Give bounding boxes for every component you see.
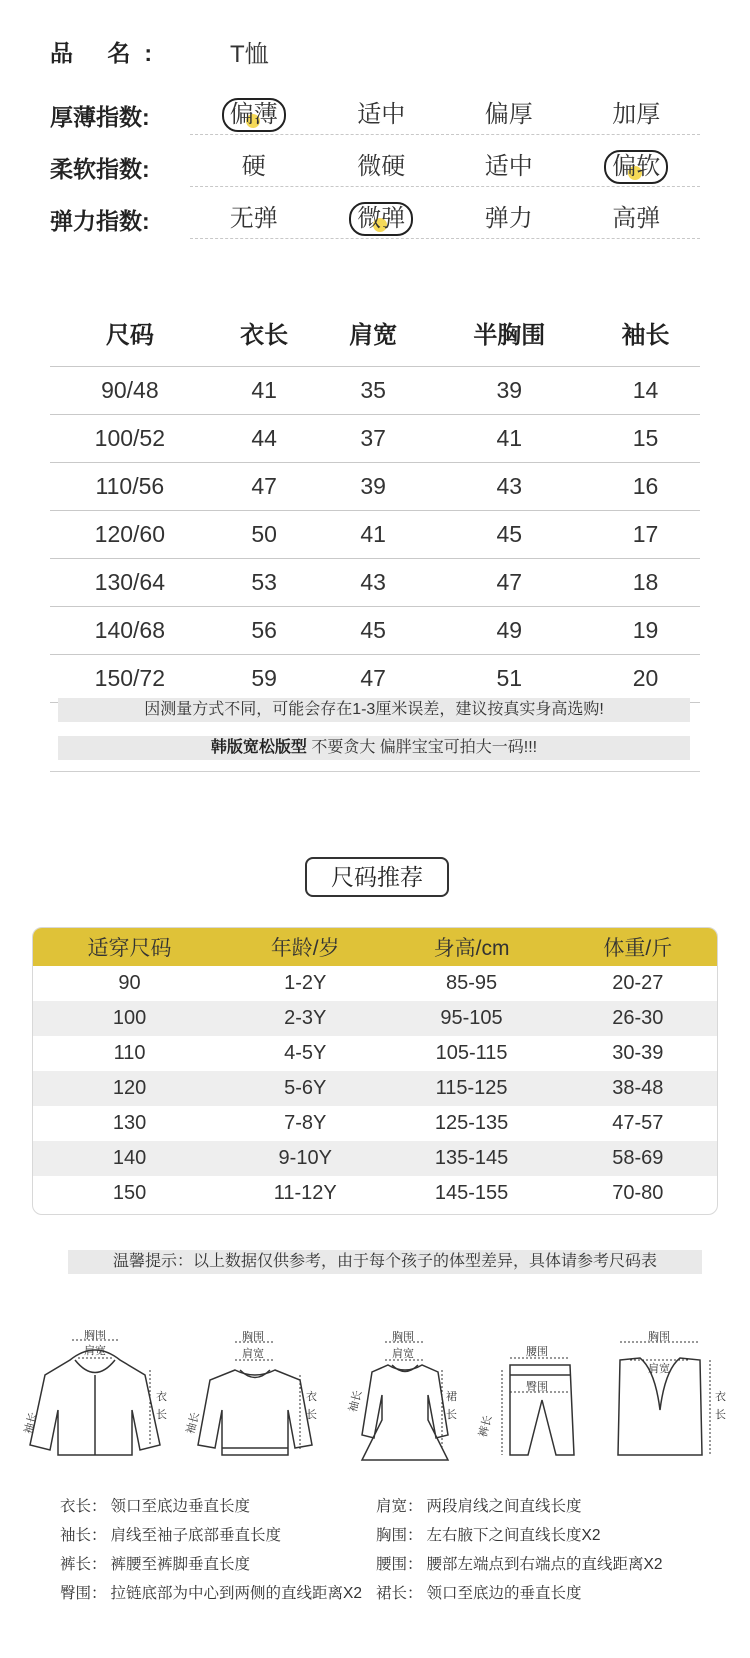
size-cell: 43 (319, 558, 428, 606)
index-option-selected (573, 147, 701, 186)
size-header-cell: 衣长 (210, 300, 319, 366)
hoodie-diagram (20, 1330, 170, 1485)
size-cell: 19 (591, 606, 700, 654)
vest-diagram (590, 1330, 730, 1485)
table-row (50, 654, 700, 702)
size-cell: 150/72 (50, 654, 210, 702)
recommend-cell: 130 (112, 1112, 147, 1134)
recommend-cell: 5-6Y (226, 1071, 384, 1106)
size-cell: 130/64 (50, 558, 210, 606)
selected-marker (604, 150, 668, 184)
size-header-cell: 尺码 (50, 300, 210, 366)
size-header-cell: 袖长 (591, 300, 700, 366)
sweatshirt-chest-text: 胸围 (242, 1330, 264, 1343)
hoodie-shoulder-text: 肩宽 (84, 1344, 106, 1357)
definition-text: 领口至底边垂直长度 (110, 1498, 251, 1515)
fit-note-bold: 韩版宽松版型 (210, 739, 307, 756)
definition-text: 领口至底边的垂直长度 (426, 1585, 582, 1602)
definition-item (376, 1494, 582, 1516)
dress-diagram (330, 1330, 480, 1485)
product-name-value: T恤 (230, 41, 269, 68)
recommend-cell: 20-27 (612, 972, 664, 994)
size-cell: 16 (591, 462, 700, 510)
size-table (50, 300, 700, 703)
definition-term: 袖长： (60, 1527, 107, 1544)
index-label: 柔软指数: (50, 155, 150, 182)
size-cell: 47 (319, 654, 428, 702)
dress-chest-text: 胸围 (392, 1330, 414, 1343)
definition-item (376, 1523, 600, 1545)
size-cell: 44 (210, 414, 319, 462)
table-row (33, 1001, 717, 1036)
size-cell: 90/48 (50, 366, 210, 414)
size-cell: 18 (591, 558, 700, 606)
table-row (33, 1141, 717, 1176)
fit-note (58, 736, 690, 760)
size-header-cell: 半胸围 (428, 300, 591, 366)
pants-diagram (470, 1330, 610, 1485)
size-cell: 15 (591, 414, 700, 462)
size-cell: 51 (428, 654, 591, 702)
index-options (190, 147, 700, 187)
size-cell: 37 (319, 414, 428, 462)
index-option: 偏厚 (484, 101, 533, 128)
definition-term: 臀围： (60, 1585, 107, 1602)
recommend-cell: 140 (33, 1141, 226, 1176)
size-cell: 20 (591, 654, 700, 702)
pants-waist-text: 腰围 (526, 1345, 548, 1358)
definition-item (60, 1552, 250, 1574)
size-cell: 39 (428, 366, 591, 414)
recommend-table (33, 928, 717, 1211)
sweatshirt-sleeve-text: 袖长 (183, 1410, 203, 1436)
index-row (50, 199, 700, 239)
index-option: 硬 (241, 153, 266, 180)
table-row (50, 606, 700, 654)
recommend-header-cell: 身高/cm (384, 928, 558, 966)
size-header-cell: 肩宽 (319, 300, 428, 366)
table-row (33, 1106, 717, 1141)
table-row (50, 414, 700, 462)
table-row (50, 462, 700, 510)
definition-text: 左右腋下之间直线长度X2 (426, 1527, 601, 1544)
tip-note: 温馨提示：以上数据仅供参考，由于每个孩子的体型差异，具体请参考尺码表 (68, 1250, 702, 1274)
fit-note-text: 不要贪大 偏胖宝宝可拍大一码!!! (306, 739, 538, 756)
size-cell: 35 (319, 366, 428, 414)
size-cell: 59 (210, 654, 319, 702)
recommend-cell: 9-10Y (226, 1141, 384, 1176)
size-cell: 100/52 (50, 414, 210, 462)
definition-item (60, 1523, 281, 1545)
recommend-header-cell: 年龄/岁 (226, 928, 384, 966)
recommend-cell: 2-3Y (226, 1001, 384, 1036)
definition-text: 两段肩线之间直线长度 (426, 1498, 582, 1515)
hoodie-chest-text: 胸围 (84, 1330, 106, 1341)
table-row (33, 1176, 717, 1211)
index-option: 弹力 (484, 205, 533, 232)
definition-term: 衣长： (60, 1498, 107, 1515)
size-cell: 140/68 (50, 606, 210, 654)
definition-text: 肩线至袖子底部垂直长度 (110, 1527, 282, 1544)
svg-text:长: 长 (306, 1408, 317, 1421)
definition-text: 裤腰至裤脚垂直长度 (110, 1556, 251, 1573)
table-row (33, 966, 717, 1001)
size-cell: 39 (319, 462, 428, 510)
product-name-row (50, 34, 269, 69)
recommend-cell: 1-2Y (284, 972, 327, 994)
recommend-cell: 38-48 (559, 1071, 717, 1106)
vest-chest-text: 胸围 (648, 1330, 670, 1343)
definition-item (60, 1494, 250, 1516)
index-options (190, 95, 700, 135)
svg-text:长: 长 (715, 1408, 726, 1421)
definition-term: 裙长： (376, 1585, 423, 1602)
recommend-cell: 70-80 (612, 1182, 664, 1204)
recommend-cell: 85-95 (445, 972, 498, 994)
recommend-cell: 26-30 (559, 1001, 717, 1036)
definition-text: 腰部左端点到右端点的直线距离X2 (426, 1556, 663, 1573)
recommend-cell: 58-69 (559, 1141, 717, 1176)
size-cell: 45 (319, 606, 428, 654)
vest-shoulder-text: 肩宽 (648, 1362, 670, 1375)
recommend-cell: 95-105 (384, 1001, 558, 1036)
size-cell: 47 (428, 558, 591, 606)
size-cell: 17 (591, 510, 700, 558)
recommend-cell: 135-145 (384, 1141, 558, 1176)
index-row (50, 147, 700, 187)
recommend-cell: 4-5Y (284, 1042, 327, 1064)
measure-note: 因测量方式不同，可能会存在1-3厘米误差，建议按真实身高选购! (58, 698, 690, 722)
recommend-cell: 100 (33, 1001, 226, 1036)
hoodie-length-text: 衣 (156, 1390, 167, 1403)
size-cell: 53 (210, 558, 319, 606)
hoodie-sleeve-text: 袖长 (21, 1410, 41, 1436)
recommend-cell: 47-57 (612, 1112, 664, 1134)
sweatshirt-shoulder-text: 肩宽 (242, 1347, 264, 1360)
index-label: 厚薄指数: (50, 103, 150, 130)
size-cell: 49 (428, 606, 591, 654)
selected-marker (349, 202, 413, 236)
size-cell: 41 (428, 414, 591, 462)
definition-term: 肩宽： (376, 1498, 423, 1515)
size-cell: 50 (210, 510, 319, 558)
recommend-header-cell: 体重/斤 (559, 928, 717, 966)
recommend-table-wrap (32, 927, 718, 1215)
table-row (33, 1036, 717, 1071)
pants-hip-text: 臀围 (526, 1380, 548, 1393)
recommend-cell: 7-8Y (284, 1112, 327, 1134)
index-option: 无弹 (229, 205, 278, 232)
divider (50, 771, 700, 772)
definition-term: 腰围： (376, 1556, 423, 1573)
product-name-label: 品 名: (50, 40, 167, 66)
index-option-text: 偏薄 (229, 101, 278, 128)
size-cell: 41 (319, 510, 428, 558)
recommend-cell: 115-125 (384, 1071, 558, 1106)
definition-item (376, 1552, 662, 1574)
index-option: 加厚 (612, 101, 661, 128)
index-option: 适中 (357, 101, 406, 128)
index-option: 微硬 (357, 153, 406, 180)
recommend-cell: 150 (112, 1182, 147, 1204)
svg-text:长: 长 (156, 1408, 167, 1421)
definition-text: 拉链底部为中心到两侧的直线距离X2 (110, 1585, 362, 1602)
selected-marker (222, 98, 286, 132)
table-row (50, 558, 700, 606)
index-option-text: 偏软 (612, 153, 661, 180)
recommend-cell: 120 (33, 1071, 226, 1106)
pants-length-text: 裤长 (476, 1413, 495, 1439)
index-option: 高弹 (612, 205, 661, 232)
size-cell: 110/56 (50, 462, 210, 510)
garment-diagrams (20, 1330, 730, 1480)
table-row (33, 1071, 717, 1106)
size-cell: 47 (210, 462, 319, 510)
recommend-cell: 105-115 (435, 1042, 508, 1064)
index-options (190, 199, 700, 239)
size-cell: 41 (210, 366, 319, 414)
size-cell: 43 (428, 462, 591, 510)
recommend-cell: 145-155 (434, 1182, 509, 1204)
sweatshirt-diagram (180, 1330, 330, 1485)
sweatshirt-length-text: 衣 (306, 1390, 317, 1403)
table-row (50, 366, 700, 414)
index-row (50, 95, 700, 135)
size-cell: 120/60 (50, 510, 210, 558)
definition-item (60, 1581, 362, 1603)
dress-shoulder-text: 肩宽 (392, 1347, 414, 1360)
size-cell: 56 (210, 606, 319, 654)
index-option-text: 微弹 (357, 205, 406, 232)
recommend-cell: 30-39 (612, 1042, 664, 1064)
recommend-cell: 125-135 (434, 1112, 509, 1134)
recommend-title: 尺码推荐 (305, 857, 449, 897)
index-option-selected (318, 199, 446, 238)
recommend-cell: 110 (113, 1042, 146, 1064)
definition-term: 裤长： (60, 1556, 107, 1573)
recommend-cell: 90 (118, 972, 141, 994)
definition-term: 胸围： (376, 1527, 423, 1544)
index-option: 适中 (484, 153, 533, 180)
dress-sleeve-text: 袖长 (346, 1388, 365, 1414)
recommend-header-cell: 适穿尺码 (33, 928, 226, 966)
vest-length-text: 衣 (715, 1390, 726, 1403)
dress-skirt-text: 裙 (446, 1390, 457, 1403)
table-row (50, 510, 700, 558)
svg-text:长: 长 (446, 1408, 457, 1421)
size-cell: 14 (591, 366, 700, 414)
index-option-selected (190, 95, 318, 134)
recommend-cell: 11-12Y (273, 1182, 337, 1204)
definition-item (376, 1581, 582, 1603)
size-cell: 45 (428, 510, 591, 558)
index-label: 弹力指数: (50, 207, 150, 234)
